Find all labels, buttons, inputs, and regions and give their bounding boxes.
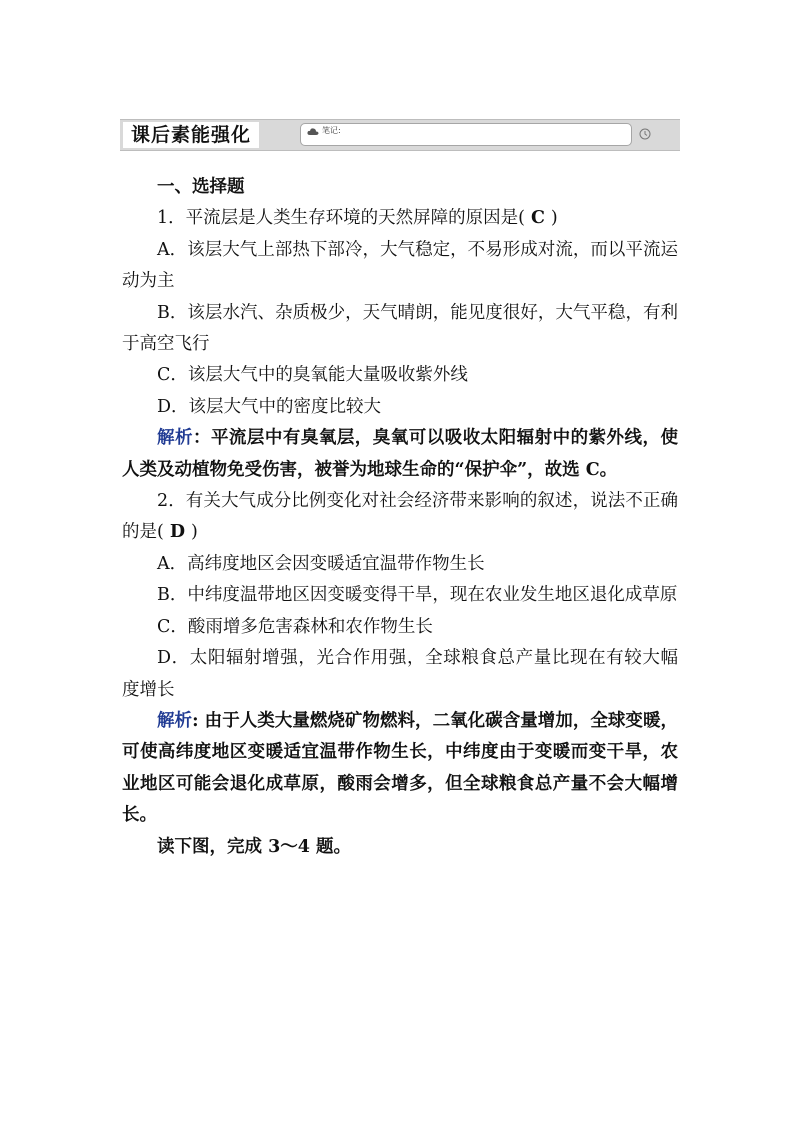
question-1-option-b: B．该层水汽、杂质极少，天气晴朗，能见度很好，大气平稳，有利于高空飞行 <box>122 302 678 355</box>
analysis-label: 解析 <box>157 428 193 449</box>
clock-icon <box>639 128 651 140</box>
question-2-option-d: D．太阳辐射增强，光合作用强，全球粮食总产量比现在有较大幅度增长 <box>122 648 678 700</box>
section-header-bar <box>120 119 680 151</box>
question-2-analysis <box>122 706 678 832</box>
section-heading: 一、选择题 <box>157 177 245 197</box>
analysis-text: ：平流层中有臭氧层，臭氧可以吸收太阳辐射中的紫外线，使人类及动植物免受伤害，被誉为地球生命的“保护伞”，故选 C。 <box>122 428 679 480</box>
question-1-close: ) <box>550 208 558 229</box>
question-2-option-b: B．中纬度温带地区因变暖变得干旱，现在农业发生地区退化成草原 <box>157 585 678 606</box>
question-2-close: ) <box>191 522 198 543</box>
question-1-answer: C <box>530 208 545 229</box>
question-2-option-a: A．高纬度地区会因变暖适宜温带作物生长 <box>157 553 485 574</box>
question-1-analysis <box>122 423 678 486</box>
question-1-stem <box>122 203 678 234</box>
question-1-option-c: C．该层大气中的臭氧能大量吸收紫外线 <box>157 365 468 386</box>
question-2-text: 2．有关大气成分比例变化对社会经济带来影响的叙述，说法不正确的是( <box>122 491 678 543</box>
cloud-icon <box>307 127 319 136</box>
analysis-text: : 由于人类大量燃烧矿物燃料，二氧化碳含量增加，全球变暖，可使高纬度地区变暖适宜温带作物生长，中纬度由于变暖而变干旱，农业地区可能会退化成草原，酸雨会增多，但全球粮食总产量不会大幅增长。 <box>122 710 679 826</box>
question-1-option-a: A．该层大气上部热下部冷，大气稳定，不易形成对流，而以平流运动为主 <box>122 239 678 292</box>
section-title: 课后素能强化 <box>123 122 259 148</box>
notes-label: 笔记: <box>322 126 341 135</box>
notes-field[interactable] <box>300 123 632 146</box>
question-1-option-d: D．该层大气中的密度比较大 <box>157 396 382 417</box>
question-2-answer: D <box>169 522 186 543</box>
question-2-stem <box>122 486 678 549</box>
figure-instruction: 读下图，完成 3～4 题。 <box>157 836 352 857</box>
analysis-label: 解析 <box>157 710 193 731</box>
question-1-text: 1．平流层是人类生存环境的天然屏障的原因是( <box>157 208 525 229</box>
question-2-option-c: C．酸雨增多危害森林和农作物生长 <box>157 616 433 637</box>
exercise-content <box>122 172 678 863</box>
